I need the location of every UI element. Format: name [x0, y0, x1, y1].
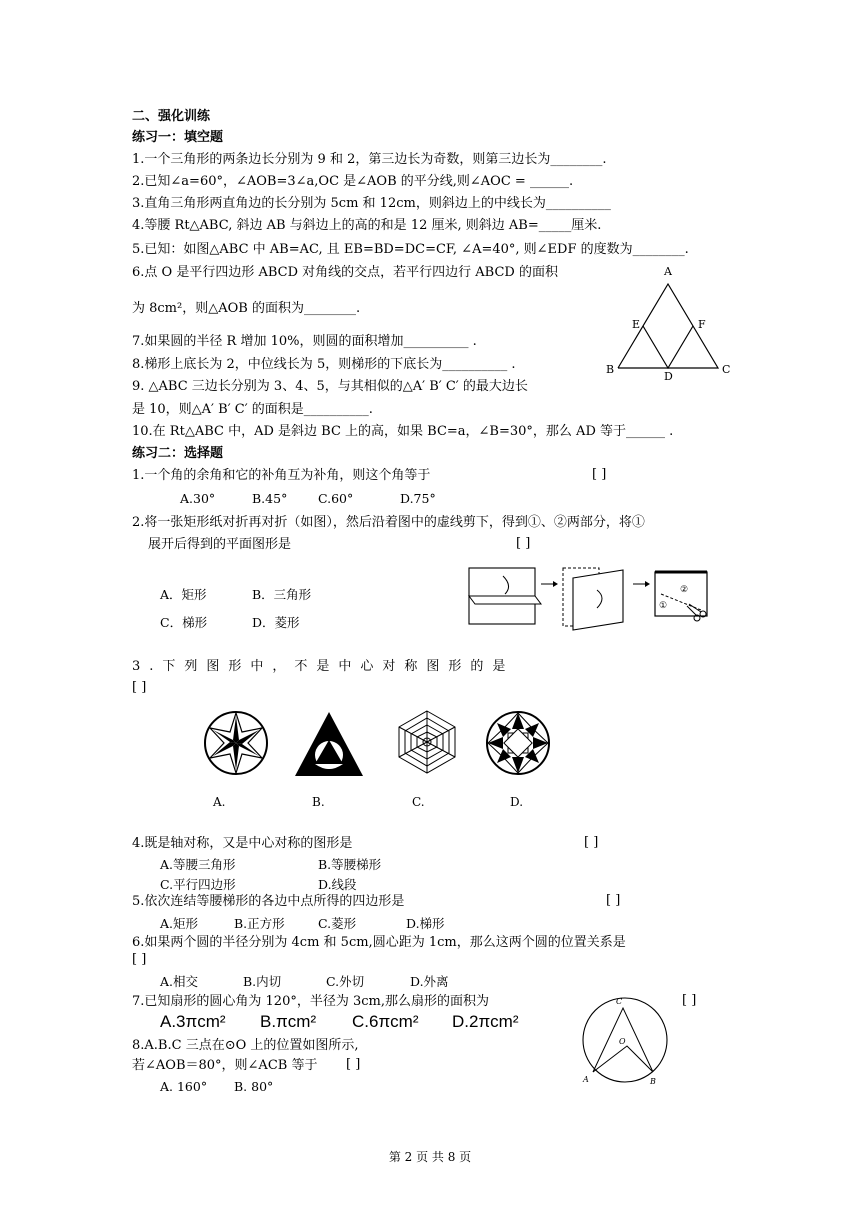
q3-caption-d: D.	[510, 795, 524, 809]
fold-label-2: ②	[680, 585, 689, 595]
q4-option-d: D.线段	[318, 877, 357, 892]
choice-q3: 3.下列图形中，不是中心对称图形的是	[132, 659, 515, 674]
q3-bracket: [ ]	[132, 680, 147, 695]
choice-q5: 5.依次连结等腰梯形的各边中点所得的四边形是	[132, 894, 405, 909]
q8-option-a: A. 160°	[160, 1079, 208, 1094]
triangle-label-f: F	[698, 318, 706, 331]
choice-q6: 6.如果两个圆的半径分别为 4cm 和 5cm,圆心距为 1cm，那么这两个圆的位置关系是	[132, 935, 626, 950]
fill-q9-line2: 是 10，则△A′ B′ C′ 的面积是__________.	[132, 402, 373, 417]
q1-option-a: A.30°	[180, 491, 216, 506]
choice-q4: 4.既是轴对称，又是中心对称的图形是	[132, 836, 353, 851]
circle-label-o: O	[619, 1037, 626, 1046]
fill-q5: 5.已知：如图△ABC 中 AB=AC, 且 EB=BD=DC=CF, ∠A=40°, 则∠EDF 的度数为________.	[132, 242, 689, 257]
fill-q10: 10.在 Rt△ABC 中，AD 是斜边 BC 上的高，如果 BC=a，∠B=30°，那么 AD 等于______ .	[132, 424, 674, 439]
choice-q8-line2: 若∠AOB＝80°，则∠ACB 等于	[132, 1058, 318, 1073]
part2-heading: 练习二：选择题	[132, 446, 224, 461]
choice-q7: 7.已知扇形的圆心角为 120°，半径为 3cm,那么扇形的面积为	[132, 994, 489, 1009]
q3-caption-c: C.	[412, 795, 425, 809]
choice-q2-line1: 2.将一张矩形纸对折再对折（如图），然后沿着图中的虚线剪下，得到①、②两部分，将①	[132, 515, 645, 530]
q7-option-a: A.3πcm²	[160, 1012, 226, 1031]
triangle-label-e: E	[632, 318, 641, 331]
choice-q2-line2: 展开后得到的平面图形是	[148, 537, 292, 552]
q7-option-c: C.6πcm²	[352, 1012, 419, 1031]
paper-fold-figure	[465, 560, 710, 632]
fill-q2: 2.已知∠a=60°，∠AOB=3∠a,OC 是∠AOB 的平分线,则∠AOC = ______.	[132, 174, 574, 189]
q8-option-b: B. 80°	[234, 1079, 274, 1094]
fill-q7: 7.如果圆的半径 R 增加 10%，则圆的面积增加__________ .	[132, 334, 477, 349]
q2-option-d: D．菱形	[252, 615, 300, 630]
q7-option-b: B.πcm²	[260, 1012, 317, 1031]
q6-option-d: D.外离	[410, 974, 449, 989]
triangle-label-c: C	[722, 363, 731, 376]
q5-option-d: D.梯形	[406, 916, 445, 931]
section-title: 二、强化训练	[132, 109, 211, 124]
q2-option-c: C．梯形	[160, 615, 208, 630]
q5-bracket: [ ]	[606, 893, 621, 908]
triangle-figure	[598, 262, 743, 380]
circle-label-c: C	[616, 997, 623, 1006]
fill-q3: 3.直角三角形两直角边的长分别为 5cm 和 12cm，则斜边上的中线长为__________	[132, 196, 611, 211]
q2-option-b: B．三角形	[252, 587, 312, 602]
q1-option-b: B.45°	[252, 491, 288, 506]
q1-bracket: [ ]	[592, 467, 607, 482]
q6-option-c: C.外切	[326, 974, 365, 989]
figure-b-triangle	[293, 710, 365, 778]
part1-heading: 练习一：填空题	[132, 130, 224, 145]
q3-caption-b: B.	[312, 795, 325, 809]
q6-bracket: [ ]	[132, 952, 147, 967]
fill-q6-line1: 6.点 O 是平行四边形 ABCD 对角线的交点，若平行四边行 ABCD 的面积	[132, 265, 558, 280]
q5-option-a: A.矩形	[160, 916, 199, 931]
q4-option-b: B.等腰梯形	[318, 857, 382, 872]
q6-option-b: B.内切	[243, 974, 282, 989]
figure-c-hexagon	[393, 710, 461, 774]
fill-q4: 4.等腰 Rt△ABC, 斜边 AB 与斜边上的高的和是 12 厘米, 则斜边 AB=_____厘米.	[132, 218, 602, 233]
choice-q8-line1: 8.A.B.C 三点在⊙O 上的位置如图所示,	[132, 1038, 359, 1053]
choice-q1: 1.一个角的余角和它的补角互为补角，则这个角等于	[132, 468, 431, 483]
q2-option-a: A．矩形	[160, 587, 207, 602]
fill-q9-line1: 9. △ABC 三边长分别为 3、4、5，与其相似的△A′ B′ C′ 的最大边长	[132, 379, 528, 394]
fill-q1: 1.一个三角形的两条边长分别为 9 和 2，第三边长为奇数，则第三边长为________.	[132, 152, 607, 167]
q7-bracket: [ ]	[682, 993, 697, 1008]
q1-option-c: C.60°	[318, 491, 354, 506]
q8-bracket: [ ]	[346, 1057, 361, 1072]
circle-figure	[575, 990, 675, 1088]
q2-bracket: [ ]	[516, 536, 531, 551]
figure-a-star	[203, 710, 269, 776]
q5-option-c: C.菱形	[318, 916, 357, 931]
q6-option-a: A.相交	[160, 974, 199, 989]
triangle-label-a: A	[664, 265, 672, 278]
q4-option-c: C.平行四边形	[160, 877, 236, 892]
q7-option-d: D.2πcm²	[452, 1012, 519, 1031]
q1-option-d: D.75°	[400, 491, 436, 506]
fold-label-1: ①	[659, 601, 668, 611]
triangle-label-b: B	[606, 363, 615, 376]
q4-option-a: A.等腰三角形	[160, 857, 236, 872]
q4-bracket: [ ]	[584, 835, 599, 850]
fill-q6-line2: 为 8cm²，则△AOB 的面积为________.	[132, 301, 361, 316]
figure-d-octagon	[484, 710, 552, 776]
circle-label-b: B	[650, 1077, 656, 1086]
q3-caption-a: A.	[213, 795, 226, 809]
circle-label-a: A	[583, 1075, 589, 1084]
q5-option-b: B.正方形	[234, 916, 285, 931]
triangle-label-d: D	[664, 370, 673, 380]
page-footer: 第 2 页 共 8 页	[388, 1150, 472, 1164]
fill-q8: 8.梯形上底长为 2，中位线长为 5，则梯形的下底长为__________ .	[132, 357, 516, 372]
